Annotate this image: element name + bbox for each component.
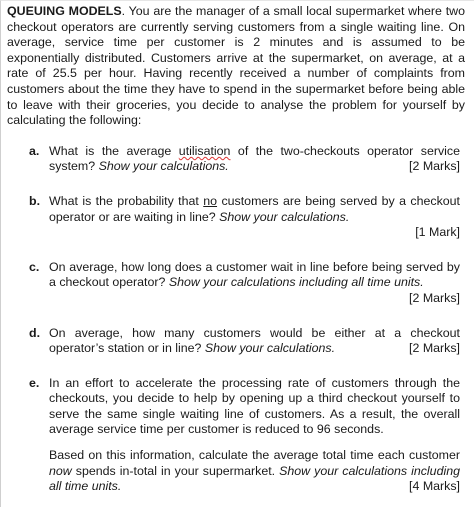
question-a-spellcheck-word: utilisation (178, 143, 231, 158)
section-heading: QUEUING MODELS (7, 4, 122, 18)
question-a (7, 144, 468, 175)
question-c (7, 260, 468, 307)
question-d-text: On average, how many customers would be either at a checkout operator’s station or in line? (49, 325, 460, 356)
question-a-letter: a. (29, 143, 40, 158)
question-a-instruction: Show your calculations. (98, 159, 229, 174)
question-a-text-before: What is the average (49, 143, 179, 158)
intro-paragraph (7, 4, 465, 129)
question-e-marks: [4 Marks] (409, 479, 460, 494)
question-d-letter: d. (29, 325, 41, 340)
question-c-text: On average, how long does a customer wait in line before being served by a checkout operator? (49, 259, 460, 290)
question-list (7, 144, 468, 495)
question-e-now: now (49, 463, 72, 478)
question-a-marks: [2 Marks] (409, 159, 460, 174)
question-e-text: In an effort to accelerate the processing rate of customers through the checkouts, you decide to help by opening up a third checkout yourself to serve the same single waiting line of customers. As a result, the overall average service time per customer is reduced to 96 seconds. (49, 375, 460, 437)
question-c-marks: [2 Marks] (409, 290, 460, 305)
question-e-sub-text-before: Based on this information, calculate the average total time each customer (49, 448, 460, 463)
question-e-instruction: Show your calculations including all time units. (49, 463, 460, 494)
question-b (7, 194, 468, 241)
question-c-letter: c. (29, 259, 40, 274)
intro-text: . You are the manager of a small local supermarket where two checkout operators are currently serving customers from a single waiting line. On average, service time per customer is 2 minutes and is assumed to be exponentially distributed. Customers arrive at the supermarket, on average, at a rate of 25.5 per hour. Having recently received a number of complaints from customers about the time they have to spend in the supermarket before being able to leave with their groceries, you decide to analyse the problem for yourself by calculating the following: (7, 4, 465, 128)
question-e-subparagraph (49, 448, 460, 495)
question-c-instruction: Show your calculations including all time units. (168, 275, 424, 290)
question-e (7, 376, 468, 495)
question-d-instruction: Show your calculations. (204, 341, 336, 356)
question-a-text-after: of the two-checkouts operator service system? (49, 143, 460, 174)
question-b-letter: b. (29, 193, 41, 208)
question-d-marks: [2 Marks] (409, 341, 460, 356)
question-e-sub-text-after: spends in-total in your supermarket. (71, 463, 280, 478)
question-b-underlined-word: no (203, 193, 218, 208)
question-b-text-after: customers are being served by a checkout operator or are waiting in line? (49, 193, 460, 224)
question-b-instruction: Show your calculations. (219, 209, 350, 224)
question-b-marks: [1 Mark] (415, 225, 460, 240)
question-d (7, 326, 468, 357)
question-b-text-before: What is the probability that (49, 193, 204, 208)
question-e-letter: e. (29, 375, 40, 390)
